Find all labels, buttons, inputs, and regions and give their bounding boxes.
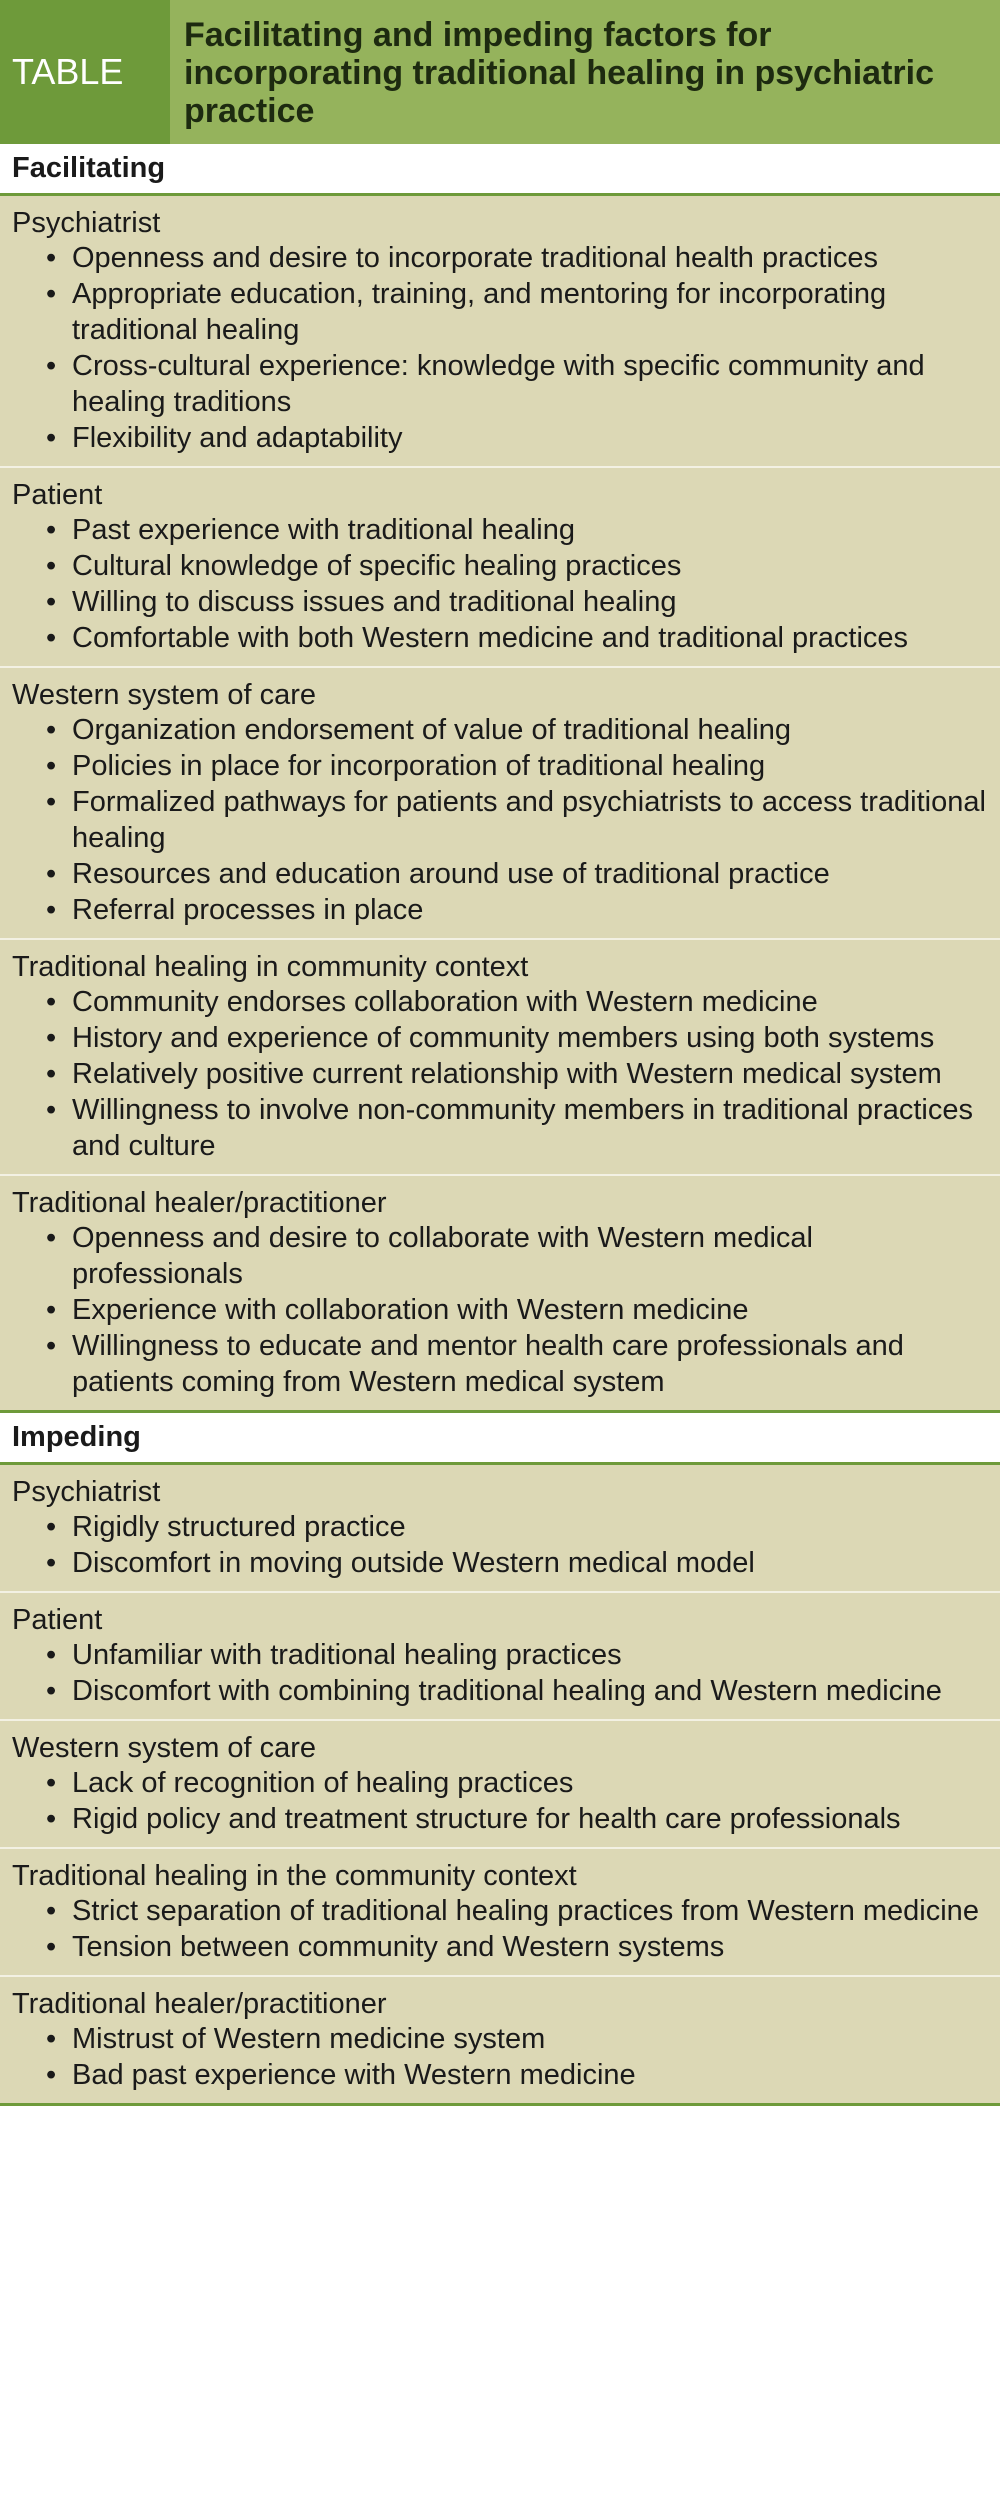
factor-item: • Organization endorsement of value of traditional healing: [72, 712, 988, 748]
section-heading: Facilitating: [0, 144, 1000, 196]
factor-list: [12, 512, 988, 656]
group-label: Patient: [12, 479, 103, 511]
factor-list: [12, 1637, 988, 1709]
factor-item: • Cultural knowledge of specific healing practices: [72, 548, 988, 584]
factor-item: • Cross-cultural experience: knowledge with specific community and healing traditions: [72, 348, 988, 420]
group-label: Psychiatrist: [12, 207, 161, 239]
factor-group: [0, 468, 1000, 668]
factor-item: • Discomfort in moving outside Western medical model: [72, 1545, 988, 1581]
factor-item: • Comfortable with both Western medicine and traditional practices: [72, 620, 988, 656]
factor-group: [0, 940, 1000, 1176]
factor-item: • Rigidly structured practice: [72, 1509, 988, 1545]
group-label: Traditional healer/practitioner: [12, 1988, 387, 2020]
factor-item: • Experience with collaboration with Western medicine: [72, 1292, 988, 1328]
group-label: Western system of care: [12, 679, 317, 711]
group-label: Traditional healer/practitioner: [12, 1187, 387, 1219]
factor-list: [12, 984, 988, 1164]
group-label: Traditional healing in the community context: [12, 1860, 577, 1892]
group-label: Patient: [12, 1604, 103, 1636]
factor-item: • Past experience with traditional healing: [72, 512, 988, 548]
factor-list: [12, 712, 988, 928]
factor-list: [12, 240, 988, 456]
factor-group: [0, 1977, 1000, 2106]
factor-item: • Formalized pathways for patients and psychiatrists to access traditional healing: [72, 784, 988, 856]
factor-item: • Relatively positive current relationship with Western medical system: [72, 1056, 988, 1092]
factor-item: • History and experience of community members using both systems: [72, 1020, 988, 1056]
factor-item: • Referral processes in place: [72, 892, 988, 928]
factor-group: [0, 1593, 1000, 1721]
factor-item: • Rigid policy and treatment structure for health care professionals: [72, 1801, 988, 1837]
group-label: Western system of care: [12, 1732, 317, 1764]
factor-group: [0, 196, 1000, 468]
table-tag: TABLE: [0, 0, 170, 144]
table-title: Facilitating and impeding factors for incorporating traditional healing in psychiatric practice: [170, 0, 1000, 144]
factor-list: [12, 1765, 988, 1837]
factor-group: [0, 668, 1000, 940]
factor-item: • Resources and education around use of traditional practice: [72, 856, 988, 892]
factor-group: [0, 1849, 1000, 1977]
factor-item: • Community endorses collaboration with Western medicine: [72, 984, 988, 1020]
factor-item: • Bad past experience with Western medicine: [72, 2057, 988, 2093]
table-body: [0, 144, 1000, 2106]
factor-list: [12, 1509, 988, 1581]
factor-item: • Openness and desire to collaborate with Western medical professionals: [72, 1220, 988, 1292]
factor-item: • Willing to discuss issues and traditional healing: [72, 584, 988, 620]
factor-item: • Willingness to involve non-community members in traditional practices and culture: [72, 1092, 988, 1164]
factor-item: • Willingness to educate and mentor health care professionals and patients coming from Western medical system: [72, 1328, 988, 1400]
factor-item: • Unfamiliar with traditional healing practices: [72, 1637, 988, 1673]
table-header: [0, 0, 1000, 144]
factor-item: • Appropriate education, training, and mentoring for incorporating traditional healing: [72, 276, 988, 348]
section-heading: Impeding: [0, 1413, 1000, 1465]
factor-item: • Openness and desire to incorporate traditional health practices: [72, 240, 988, 276]
factor-list: [12, 2021, 988, 2093]
factor-group: [0, 1465, 1000, 1593]
factor-item: • Lack of recognition of healing practices: [72, 1765, 988, 1801]
factor-group: [0, 1176, 1000, 1413]
factor-group: [0, 1721, 1000, 1849]
factor-item: • Flexibility and adaptability: [72, 420, 988, 456]
group-label: Psychiatrist: [12, 1476, 161, 1508]
factor-item: • Tension between community and Western systems: [72, 1929, 988, 1965]
factor-item: • Policies in place for incorporation of traditional healing: [72, 748, 988, 784]
group-label: Traditional healing in community context: [12, 951, 529, 983]
factor-list: [12, 1893, 988, 1965]
factor-list: [12, 1220, 988, 1400]
factor-item: • Mistrust of Western medicine system: [72, 2021, 988, 2057]
factor-item: • Strict separation of traditional healing practices from Western medicine: [72, 1893, 988, 1929]
factor-item: • Discomfort with combining traditional healing and Western medicine: [72, 1673, 988, 1709]
